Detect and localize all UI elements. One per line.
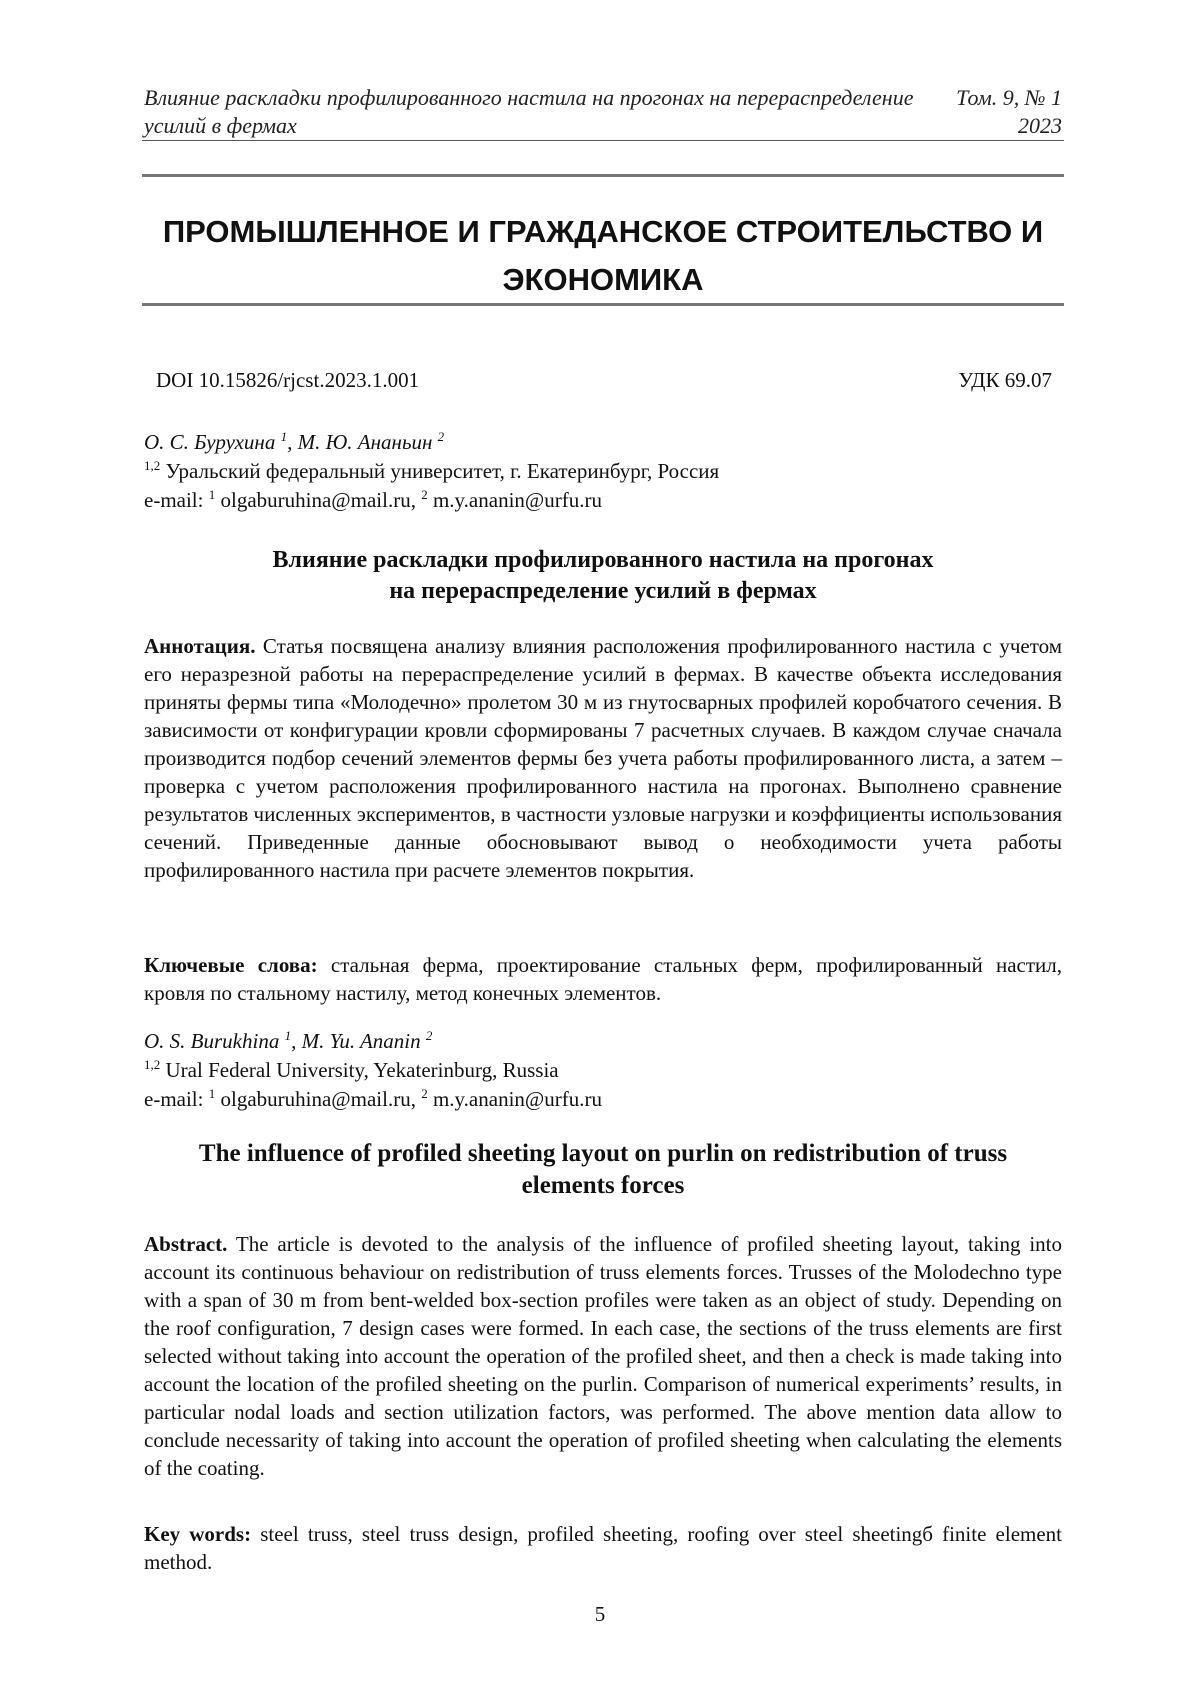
keywords-ru-label: Ключевые слова: — [144, 953, 318, 977]
email-line-en — [144, 1085, 602, 1114]
abstract-en-text: The article is devoted to the analysis of the influence of profiled sheeting layout, taking into account its continuous behaviour on redistribution of truss elements forces. Trusses of the Molodechno type with a span of 30 m from bent-welded box-section profiles were taken as an object of study. Depending on the roof configuration, 7 design cases were formed. In each case, the sections of the truss elements are first selected without taking into account the operation of the profiled sheet, and then a check is made taking into account the location of the profiled sheeting on the purlin. Comparison of numerical experiments’ results, in particular nodal loads and section utilization factors, was performed. The above mention data allow to conclude necessarity of taking into account the operation of profiled sheeting when calculating the elements of the coating. — [144, 1232, 1063, 1480]
article-title-ru-line-2: на перераспределение усилий в фермах — [389, 578, 817, 604]
abstract-en — [144, 1230, 1062, 1482]
article-title-ru-line-1: Влияние раскладки профилированного настила на прогонах — [272, 547, 934, 573]
authors-block-en — [144, 1027, 602, 1114]
affiliation-ru — [144, 457, 719, 486]
email-1-mark: 1 — [208, 1086, 216, 1101]
author-names-ru — [144, 428, 719, 457]
section-rule-top — [142, 174, 1064, 177]
section-title: ПРОМЫШЛЕННОЕ И ГРАЖДАНСКОЕ СТРОИТЕЛЬСТВО И ЭКОНОМИКА — [162, 214, 1044, 297]
running-header-title: Влияние раскладки профилированного настила на прогонах на перераспределение усилий в фермах — [144, 85, 914, 138]
author-1: O. S. Burukhina — [144, 1029, 280, 1053]
author-1-mark: 1 — [280, 429, 288, 444]
author-2-mark: 2 — [437, 429, 445, 444]
abstract-ru-label: Аннотация. — [144, 634, 256, 658]
author-separator: , — [291, 1029, 302, 1053]
email-1: olgaburuhina@mail.ru, — [220, 488, 416, 512]
header-rule — [142, 140, 1064, 141]
article-title-en-line-1: The influence of profiled sheeting layout on purlin on redistribution of truss — [198, 1140, 1008, 1167]
keywords-ru — [144, 951, 1062, 1007]
abstract-ru-text: Статья посвящена анализу влияния расположения профилированного настила с учетом его неразрезной работы на перераспределение усилий в фермах. В качестве объекта исследования приняты фермы типа «Молодечно» пролетом 30 м из гнутосварных профилей коробчатого сечения. В зависимости от конфигурации кровли сформированы 7 расчетных случаев. В каждом случае сначала производится подбор сечений элементов фермы без учета работы профилированного листа, а затем – проверка с учетом расположения профилированного настила на прогонах. Выполнено сравнение результатов численных экспериментов, в частности узловые нагрузки и коэффициенты использования сечений. Приведенные данные обосновывают вывод о необходимости учета работы профилированного настила при расчете элементов покрытия. — [144, 634, 1062, 882]
running-header — [144, 84, 1062, 140]
abstract-en-label: Abstract. — [144, 1232, 228, 1256]
author-2: М. Ю. Ананьин — [297, 430, 433, 454]
author-separator: , — [287, 430, 298, 454]
email-label: e-mail: — [144, 488, 204, 512]
article-title-ru — [142, 545, 1064, 607]
page-number: 5 — [594, 1602, 606, 1626]
email-1-mark: 1 — [208, 487, 216, 502]
keywords-en — [144, 1520, 1062, 1576]
keywords-en-label: Key words: — [144, 1522, 252, 1546]
author-names-en — [144, 1027, 602, 1056]
email-2-mark: 2 — [421, 1086, 428, 1101]
issue-year: 2023 — [1018, 113, 1062, 138]
volume-number: Том. 9, № 1 — [956, 85, 1062, 110]
keywords-ru-text: стальная ферма, проектирование стальных ферм, профилированный настил, кровля по стальному настилу, метод конечных элементов. — [144, 953, 1063, 1005]
keywords-en-text: steel truss, steel truss design, profiled sheeting, roofing over steel sheetingб finite element method. — [144, 1522, 1063, 1574]
email-2: m.y.ananin@urfu.ru — [432, 488, 602, 512]
author-1-mark: 1 — [284, 1028, 292, 1043]
abstract-ru — [144, 632, 1062, 884]
email-2-mark: 2 — [421, 487, 428, 502]
author-1: О. С. Бурухина — [144, 430, 276, 454]
identifiers-row — [156, 368, 1052, 393]
author-2: M. Yu. Ananin — [301, 1029, 421, 1053]
article-title-en-line-2: elements forces — [521, 1172, 685, 1199]
affiliation-text: Ural Federal University, Yekaterinburg, Russia — [165, 1058, 559, 1082]
running-header-issue — [922, 84, 1062, 140]
email-label: e-mail: — [144, 1087, 204, 1111]
affiliation-en — [144, 1056, 602, 1085]
email-line-ru — [144, 486, 719, 515]
email-1: olgaburuhina@mail.ru, — [220, 1087, 416, 1111]
affiliation-text: Уральский федеральный университет, г. Екатеринбург, Россия — [165, 459, 720, 483]
affiliation-mark: 1,2 — [144, 1057, 161, 1072]
article-title-en — [142, 1138, 1064, 1202]
email-2: m.y.ananin@urfu.ru — [432, 1087, 602, 1111]
affiliation-mark: 1,2 — [144, 458, 161, 473]
authors-block-ru — [144, 428, 719, 515]
doi: DOI 10.15826/rjcst.2023.1.001 — [156, 368, 420, 392]
udk: УДК 69.07 — [958, 368, 1052, 392]
author-2-mark: 2 — [425, 1028, 433, 1043]
section-rule-bottom — [142, 303, 1064, 306]
